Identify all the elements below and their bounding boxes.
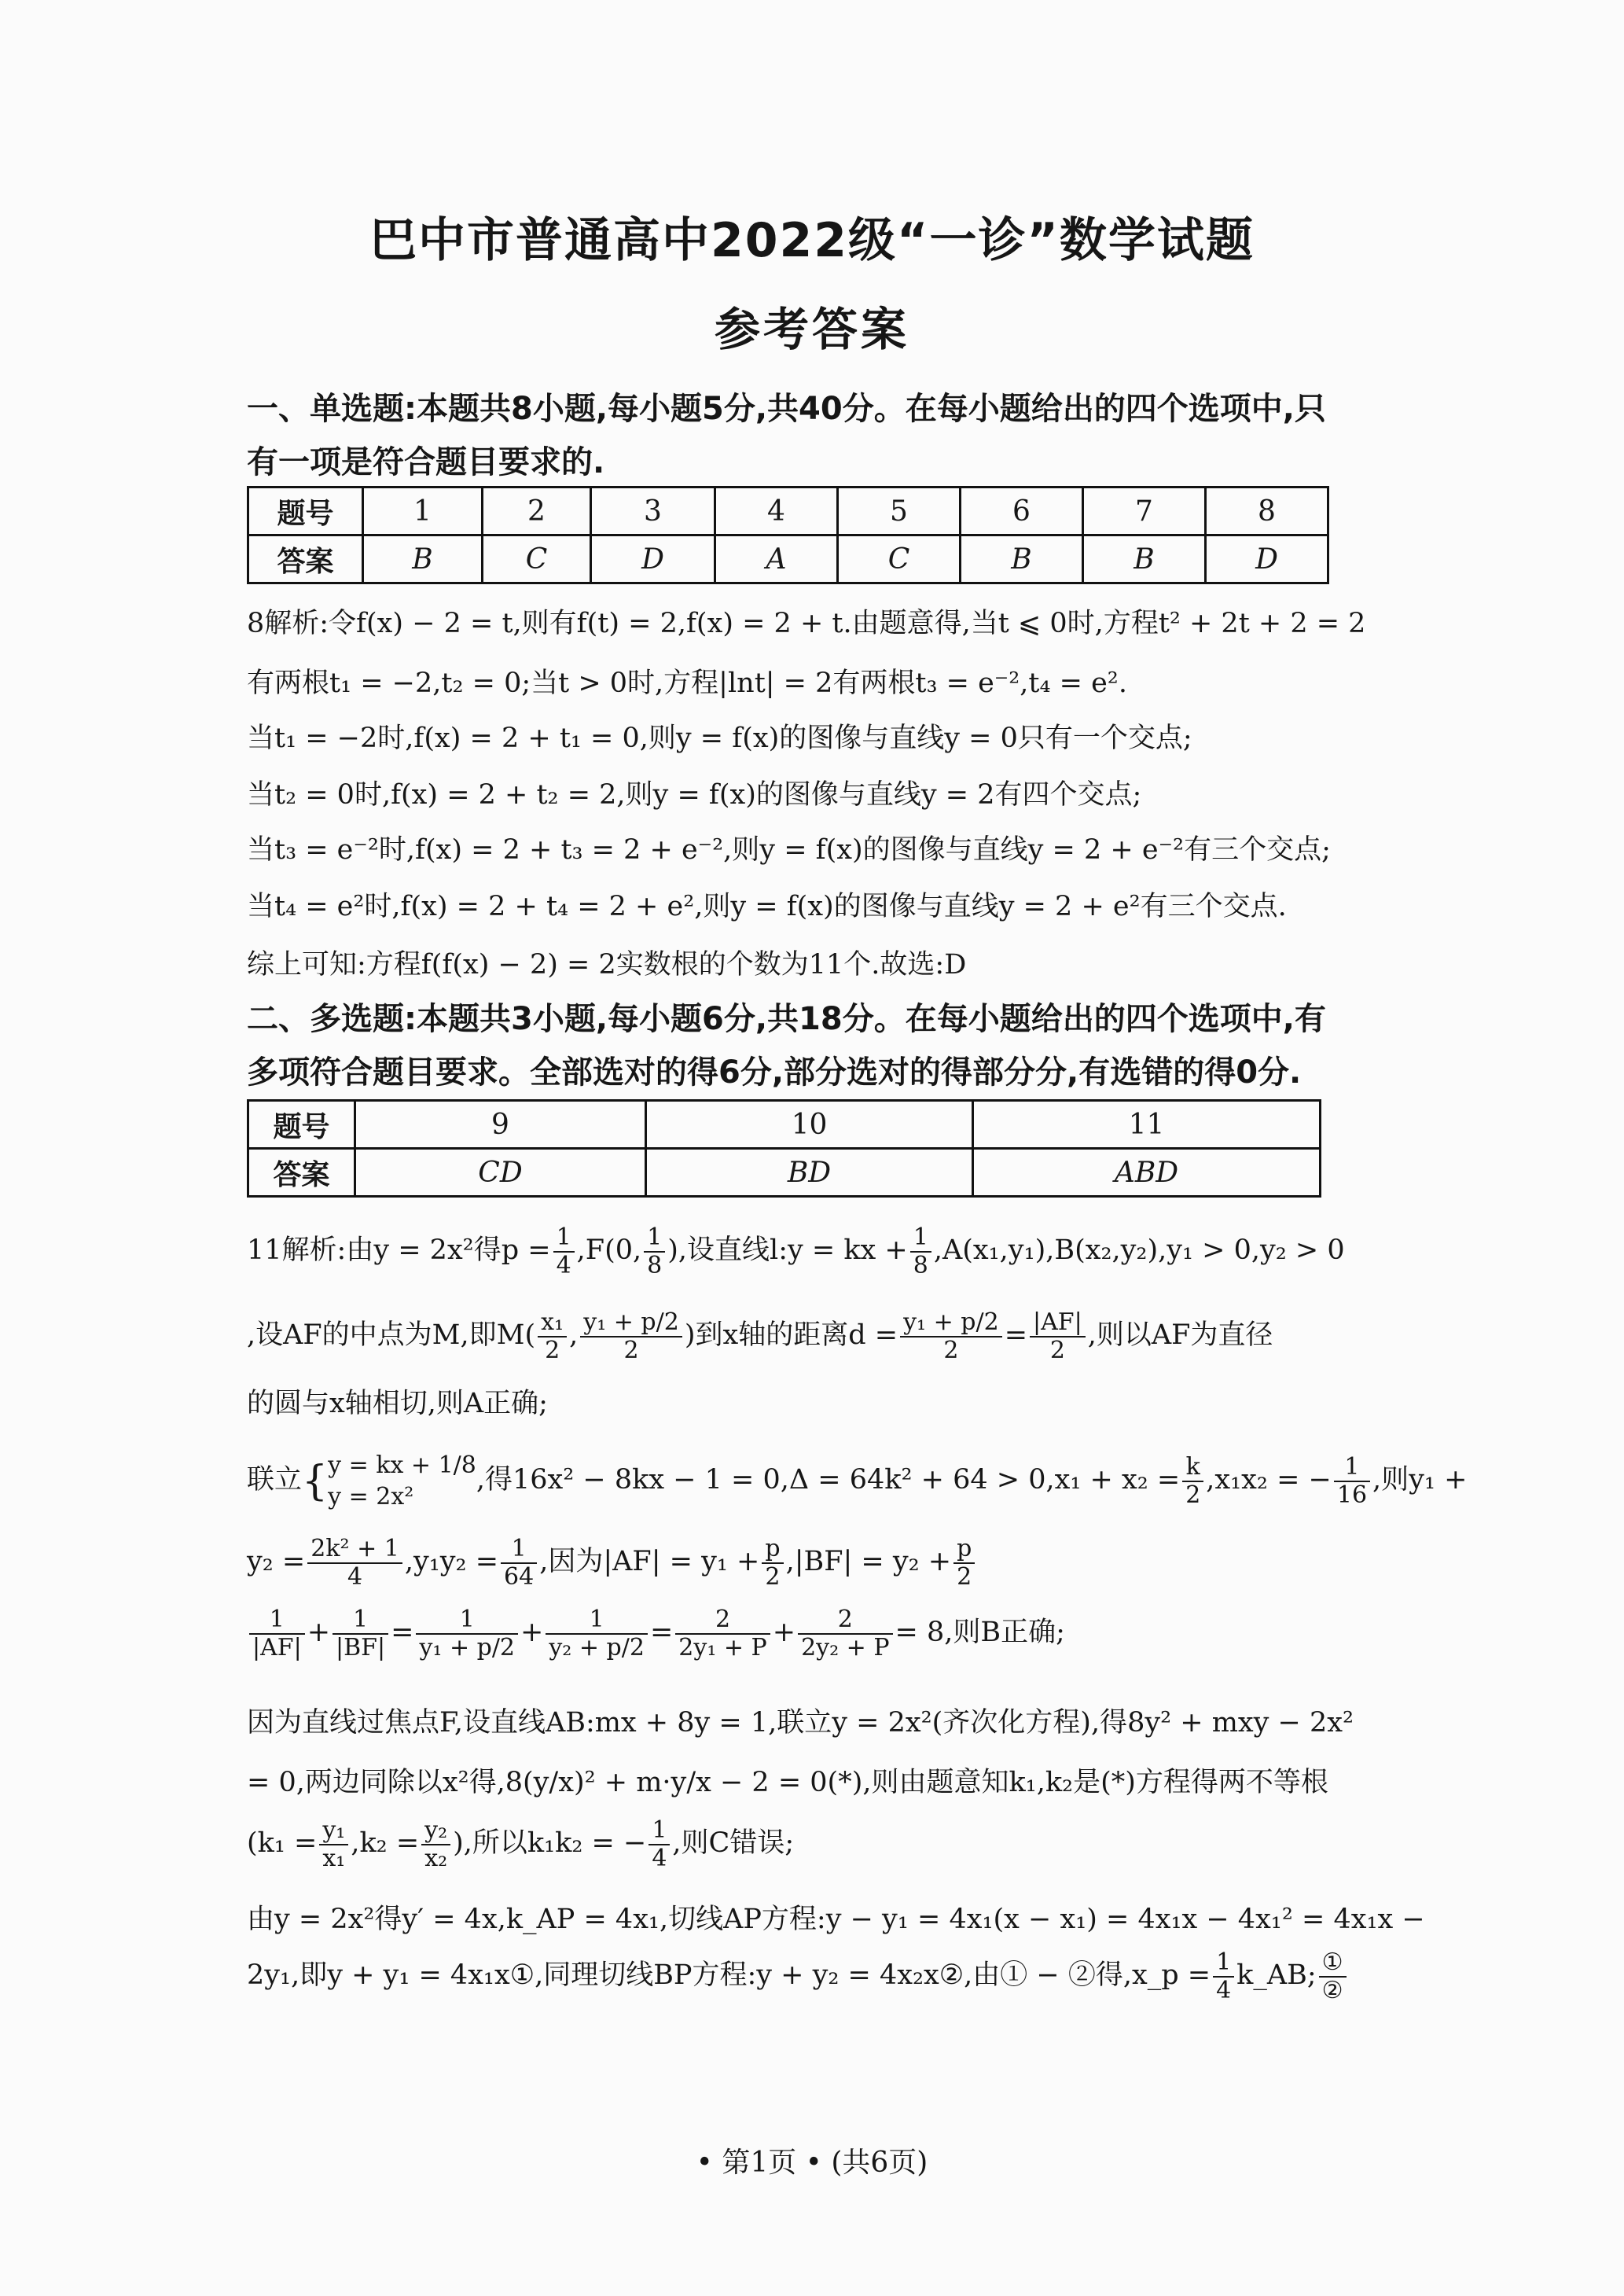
q8-line7: 综上可知:方程f(f(x) − 2) = 2实数根的个数为11个.故选:D xyxy=(247,949,967,981)
fraction xyxy=(333,1606,388,1661)
table-row-questions xyxy=(248,1101,1321,1149)
q11-line9 xyxy=(247,1812,1387,1875)
section1-heading xyxy=(247,382,1387,489)
fraction-numerator: y₁ + p/2 xyxy=(580,1309,682,1337)
question-number: 10 xyxy=(646,1101,973,1149)
page-title: 巴中市普通高中2022级“一诊”数学试题 xyxy=(369,213,1255,268)
operator: = xyxy=(649,1617,674,1648)
q11-text: = 8,则B正确; xyxy=(895,1617,1065,1648)
fraction-numerator: |AF| xyxy=(1030,1309,1086,1337)
fraction-numerator: 1 xyxy=(1213,1949,1234,1978)
fraction-numerator: 1 xyxy=(249,1606,305,1635)
fraction xyxy=(249,1606,305,1661)
question-number: 5 xyxy=(838,488,961,535)
q11-text: 联立 xyxy=(247,1464,303,1496)
q11-text: ,x₁x₂ = − xyxy=(1206,1464,1332,1496)
q11-text: (k₁ = xyxy=(247,1827,318,1859)
table-row-answers xyxy=(248,1149,1321,1197)
fraction-numerator: 1 xyxy=(910,1224,931,1253)
section1-heading-line2: 有一项是符合题目要求的. xyxy=(247,444,605,480)
operator: = xyxy=(391,1617,414,1648)
fraction-numerator: y₂ xyxy=(421,1817,450,1845)
multi-choice-answer-table xyxy=(247,1099,1321,1198)
q11-text: ,F(0, xyxy=(576,1234,642,1266)
operator: + xyxy=(307,1617,331,1648)
q11-line5 xyxy=(247,1532,1387,1591)
answer-cell: B xyxy=(1083,535,1206,583)
fraction xyxy=(1319,1949,1347,2004)
fraction xyxy=(910,1224,931,1279)
q11-text: ),设直线l:y = kx + xyxy=(667,1234,908,1266)
answer-cell: C xyxy=(838,535,961,583)
question-number: 6 xyxy=(961,488,1083,535)
answer-cell: A xyxy=(715,535,838,583)
q11-text: )到x轴的距离d = xyxy=(684,1319,898,1351)
answer-cell: C xyxy=(483,535,591,583)
q11-text: k_AB; xyxy=(1236,1959,1317,1991)
fraction-denominator: y₂ + p/2 xyxy=(549,1633,645,1661)
fraction-denominator: 2 xyxy=(1185,1481,1201,1509)
fraction-denominator: 2y₁ + P xyxy=(678,1633,767,1661)
q11-text: ,|BF| = y₂ + xyxy=(785,1546,952,1577)
fraction xyxy=(421,1817,450,1872)
brace-icon: { xyxy=(302,1457,329,1505)
q11-text: ,y₁y₂ = xyxy=(404,1546,499,1577)
question-number: 11 xyxy=(973,1101,1321,1149)
fraction-denominator: |BF| xyxy=(336,1633,386,1661)
fraction xyxy=(644,1224,665,1279)
answer-cell: BD xyxy=(646,1149,973,1197)
fraction-denominator: 4 xyxy=(347,1562,363,1591)
fraction-numerator: 1 xyxy=(416,1606,518,1635)
q11-text: ),所以k₁k₂ = − xyxy=(453,1827,647,1859)
q11-line10: 由y = 2x²得y′ = 4x,k_AP = 4x₁,切线AP方程:y − y₁ = 4x₁(x − x₁) = 4x₁x − 4x₁² = 4x₁x − xyxy=(247,1904,1425,1935)
fraction-denominator: 2 xyxy=(623,1336,639,1364)
fraction-numerator: 1 xyxy=(553,1224,575,1253)
fraction xyxy=(307,1536,402,1591)
q11-text: 2y₁,即y + y₁ = 4x₁x①,同理切线BP方程:y + y₂ = 4x₂x②,由① − ②得,x_p = xyxy=(247,1959,1211,1991)
q11-text: = xyxy=(1004,1319,1028,1351)
fraction-denominator: 64 xyxy=(504,1562,535,1591)
fraction-numerator: ① xyxy=(1319,1949,1347,1978)
fraction-denominator: ② xyxy=(1321,1976,1343,2004)
fraction xyxy=(553,1224,575,1279)
answer-cell: B xyxy=(363,535,483,583)
q11-text: y₂ = xyxy=(247,1546,306,1577)
q11-text: ,设AF的中点为M,即M( xyxy=(247,1319,536,1351)
fraction-denominator: 2 xyxy=(957,1562,972,1591)
section2-heading xyxy=(247,992,1387,1099)
answer-cell: D xyxy=(1206,535,1328,583)
question-number: 1 xyxy=(363,488,483,535)
system-equation-2: y = 2x² xyxy=(328,1482,414,1510)
q11-text: ,则C错误; xyxy=(672,1827,795,1859)
q11-line11 xyxy=(247,1945,1387,2005)
fraction xyxy=(501,1536,537,1591)
fraction-denominator: y₁ + p/2 xyxy=(419,1633,516,1661)
fraction-denominator: 4 xyxy=(556,1251,571,1279)
fraction-numerator: 2 xyxy=(798,1606,892,1635)
fraction-numerator: 1 xyxy=(546,1606,648,1635)
q11-text: ,则以AF为直径 xyxy=(1087,1319,1273,1351)
fraction-numerator: 1 xyxy=(644,1224,665,1253)
q11-text: ,得16x² − 8kx − 1 = 0,Δ = 64k² + 64 > 0,x₁ + x₂ = xyxy=(476,1464,1181,1496)
q8-line3: 当t₁ = −2时,f(x) = 2 + t₁ = 0,则y = f(x)的图像与直线y = 0只有一个交点; xyxy=(247,723,1192,754)
fraction-numerator: p xyxy=(762,1536,783,1564)
fraction xyxy=(648,1817,670,1872)
fraction-denominator: 2 xyxy=(765,1562,781,1591)
page-footer: • 第1页 • (共6页) xyxy=(696,2147,928,2179)
q11-text: ,因为|AF| = y₁ + xyxy=(539,1546,760,1577)
operator: + xyxy=(772,1617,796,1648)
question-number: 7 xyxy=(1083,488,1206,535)
q11-text: ,k₂ = xyxy=(351,1827,420,1859)
fraction-denominator: 2 xyxy=(545,1336,560,1364)
fraction-numerator: p xyxy=(953,1536,975,1564)
q8-line1: 8解析:令f(x) − 2 = t,则有f(t) = 2,f(x) = 2 + t.由题意得,当t ⩽ 0时,方程t² + 2t + 2 = 2 xyxy=(247,608,1366,639)
fraction-numerator: 1 xyxy=(501,1536,537,1564)
fraction xyxy=(900,1309,1002,1364)
fraction-denominator: 8 xyxy=(647,1251,663,1279)
fraction-numerator: y₁ + p/2 xyxy=(900,1309,1002,1337)
fraction xyxy=(1213,1949,1234,2004)
fraction-denominator: x₁ xyxy=(322,1844,346,1872)
fraction xyxy=(538,1309,567,1364)
fraction xyxy=(1030,1309,1086,1364)
operator: + xyxy=(520,1617,544,1648)
fraction-denominator: 2y₂ + P xyxy=(801,1633,890,1661)
fraction xyxy=(675,1606,770,1661)
fraction xyxy=(416,1606,518,1661)
answer-cell: ABD xyxy=(973,1149,1321,1197)
answer-cell: CD xyxy=(355,1149,646,1197)
fraction-numerator: y₁ xyxy=(319,1817,348,1845)
row-label-question: 题号 xyxy=(248,488,363,535)
fraction-numerator: k xyxy=(1182,1454,1203,1482)
fraction-numerator: 2k² + 1 xyxy=(307,1536,402,1564)
fraction-denominator: 16 xyxy=(1336,1481,1368,1509)
fraction-denominator: x₂ xyxy=(424,1844,448,1872)
q11-text: ,则y₁ + xyxy=(1372,1464,1468,1496)
fraction xyxy=(953,1536,975,1591)
fraction-numerator: 1 xyxy=(333,1606,388,1635)
page-subtitle: 参考答案 xyxy=(714,303,909,356)
fraction-denominator: 4 xyxy=(1216,1976,1232,2004)
table-row-answers xyxy=(248,535,1328,583)
section1-heading-line1: 一、单选题:本题共8小题,每小题5分,共40分。在每小题给出的四个选项中,只 xyxy=(247,391,1326,427)
question-number: 9 xyxy=(355,1101,646,1149)
q11-text: ,A(x₁,y₁),B(x₂,y₂),y₁ > 0,y₂ > 0 xyxy=(933,1234,1345,1266)
section2-heading-line1: 二、多选题:本题共3小题,每小题6分,共18分。在每小题给出的四个选项中,有 xyxy=(247,1001,1326,1037)
q8-line5: 当t₃ = e⁻²时,f(x) = 2 + t₃ = 2 + e⁻²,则y = f(x)的图像与直线y = 2 + e⁻²有三个交点; xyxy=(247,834,1331,866)
row-label-answer: 答案 xyxy=(248,535,363,583)
q11-line1 xyxy=(247,1220,1387,1280)
single-choice-answer-table xyxy=(247,486,1329,584)
question-number: 2 xyxy=(483,488,591,535)
system-equation-1: y = kx + 1/8 xyxy=(328,1451,476,1479)
row-label-answer: 答案 xyxy=(248,1149,355,1197)
fraction xyxy=(762,1536,783,1591)
answer-cell: B xyxy=(961,535,1083,583)
fraction xyxy=(1334,1454,1370,1509)
fraction xyxy=(319,1817,348,1872)
q11-line2: ,设AF的中点为M,即M( $\frac{\text{x₁}}{2}$ , $\frac{\text{y₁ + p/2}}{2}$ )到x轴的距离d = $\frac{\text{y₁ + p/2}}{2}$ = $\frac{|AF|}{2}$ ,则以AF为直径 xyxy=(247,1308,1273,1364)
question-number: 3 xyxy=(591,488,715,535)
question-number: 4 xyxy=(715,488,838,535)
q11-line8: = 0,两边同除以x²得,8(y/x)² + m·y/x − 2 = 0(*),则由题意知k₁,k₂是(*)方程得两不等根 xyxy=(247,1767,1328,1798)
fraction-numerator: x₁ xyxy=(538,1309,567,1337)
question-number: 8 xyxy=(1206,488,1328,535)
q8-line2: 有两根t₁ = −2,t₂ = 0;当t > 0时,方程|lnt| = 2有两根t₃ = e⁻²,t₄ = e². xyxy=(247,668,1127,699)
fraction xyxy=(1182,1454,1203,1509)
fraction-denominator: 2 xyxy=(1049,1336,1065,1364)
fraction-numerator: 1 xyxy=(648,1817,670,1845)
fraction-numerator: 1 xyxy=(1334,1454,1370,1482)
fraction xyxy=(546,1606,648,1661)
q11-line7: 因为直线过焦点F,设直线AB:mx + 8y = 1,联立y = 2x²(齐次化方程),得8y² + mxy − 2x² xyxy=(247,1707,1354,1739)
fraction-denominator: 4 xyxy=(652,1844,667,1872)
q8-line4: 当t₂ = 0时,f(x) = 2 + t₂ = 2,则y = f(x)的图像与直线y = 2有四个交点; xyxy=(247,779,1142,811)
fraction-denominator: 8 xyxy=(913,1251,928,1279)
q11-line4 xyxy=(247,1447,1468,1514)
fraction-numerator: 2 xyxy=(675,1606,770,1635)
q11-line3: 的圆与x轴相切,则A正确; xyxy=(247,1388,548,1419)
q11-line6 xyxy=(247,1599,1387,1665)
q11-text: 11解析:由y = 2x²得p = xyxy=(247,1234,551,1266)
answer-cell: D xyxy=(591,535,715,583)
table-row-questions xyxy=(248,488,1328,535)
fraction-denominator: |AF| xyxy=(252,1633,302,1661)
fraction xyxy=(798,1606,892,1661)
equation-system xyxy=(328,1450,476,1513)
fraction xyxy=(580,1309,682,1364)
row-label-question: 题号 xyxy=(248,1101,355,1149)
section2-heading-line2: 多项符合题目要求。全部选对的得6分,部分选对的得部分分,有选错的得0分. xyxy=(247,1054,1302,1091)
fraction-denominator: 2 xyxy=(943,1336,959,1364)
q8-line6: 当t₄ = e²时,f(x) = 2 + t₄ = 2 + e²,则y = f(x)的图像与直线y = 2 + e²有三个交点. xyxy=(247,891,1287,922)
